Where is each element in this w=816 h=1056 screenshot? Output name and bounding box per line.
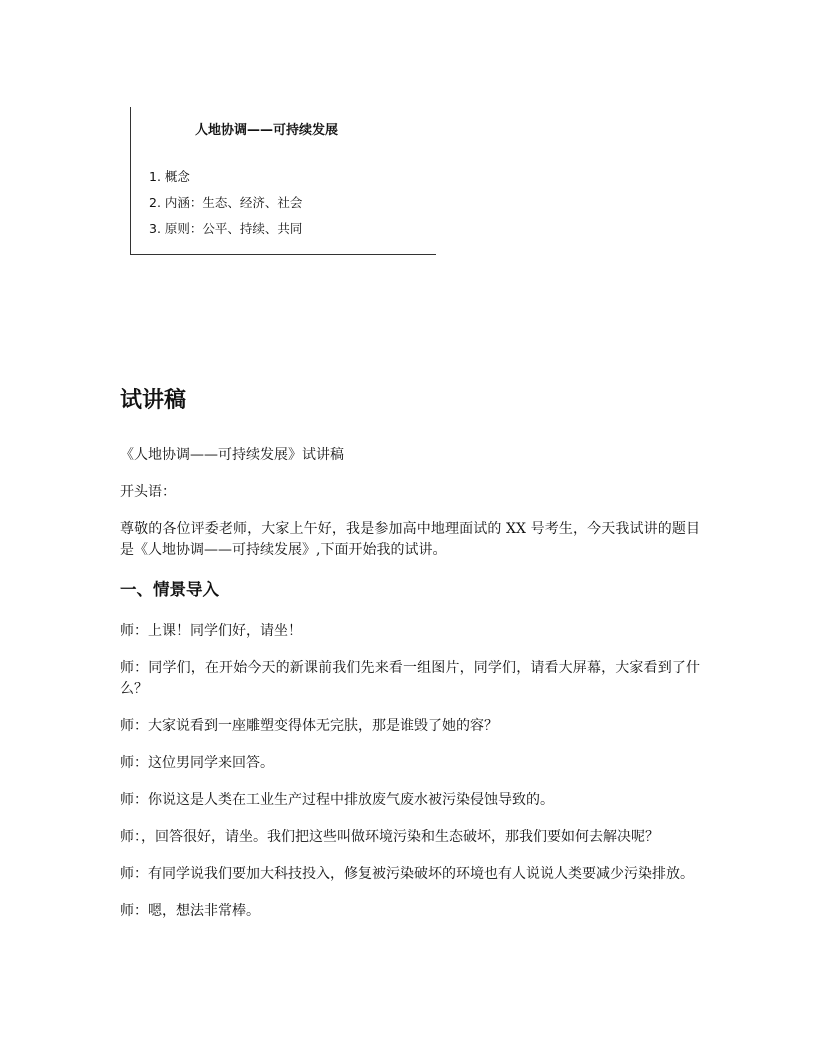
dialogue-paragraph: 师：同学们，在开始今天的新课前我们先来看一组图片，同学们，请看大屏幕，大家看到了什么？ (120, 660, 700, 697)
board-title: 人地协调——可持续发展 (195, 123, 339, 138)
lecture-script (120, 383, 700, 938)
script-heading: 试讲稿 (120, 388, 187, 413)
dialogue-paragraph: 师：有同学说我们要加大科技投入，修复被污染破坏的环境也有人说说人类要减少污染排放。 (120, 866, 694, 882)
script-subtitle: 《人地协调——可持续发展》试讲稿 (120, 447, 344, 463)
dialogue-paragraph: 师：，回答很好，请坐。我们把这些叫做环境污染和生态破坏，那我们要如何去解决呢？ (120, 829, 659, 845)
board-item-connotation: 2. 内涵：生态、经济、社会 (149, 195, 303, 210)
section-heading-intro: 一、情景导入 (120, 580, 219, 599)
dialogue-paragraph: 师：上课！同学们好，请坐！ (120, 623, 302, 639)
dialogue-paragraph: 师：你说这是人类在工业生产过程中排放废气废水被污染侵蚀导致的。 (120, 792, 554, 808)
board-item-concept: 1. 概念 (149, 169, 190, 184)
opening-label: 开头语： (120, 484, 176, 500)
board-item-principles: 3. 原则：公平、持续、共同 (149, 221, 303, 236)
blackboard-design-box (130, 107, 436, 255)
board-outline-list (149, 168, 302, 246)
dialogue-paragraph: 师：这位男同学来回答。 (120, 755, 274, 771)
opening-paragraph: 尊敬的各位评委老师，大家上午好，我是参加高中地理面试的 XX 号考生，今天我试讲的题目是《人地协调——可持续发展》,下面开始我的试讲。 (120, 521, 700, 558)
dialogue-paragraph: 师：嗯，想法非常棒。 (120, 903, 260, 919)
dialogue-paragraph: 师：大家说看到一座雕塑变得体无完肤，那是谁毁了她的容？ (120, 718, 498, 734)
